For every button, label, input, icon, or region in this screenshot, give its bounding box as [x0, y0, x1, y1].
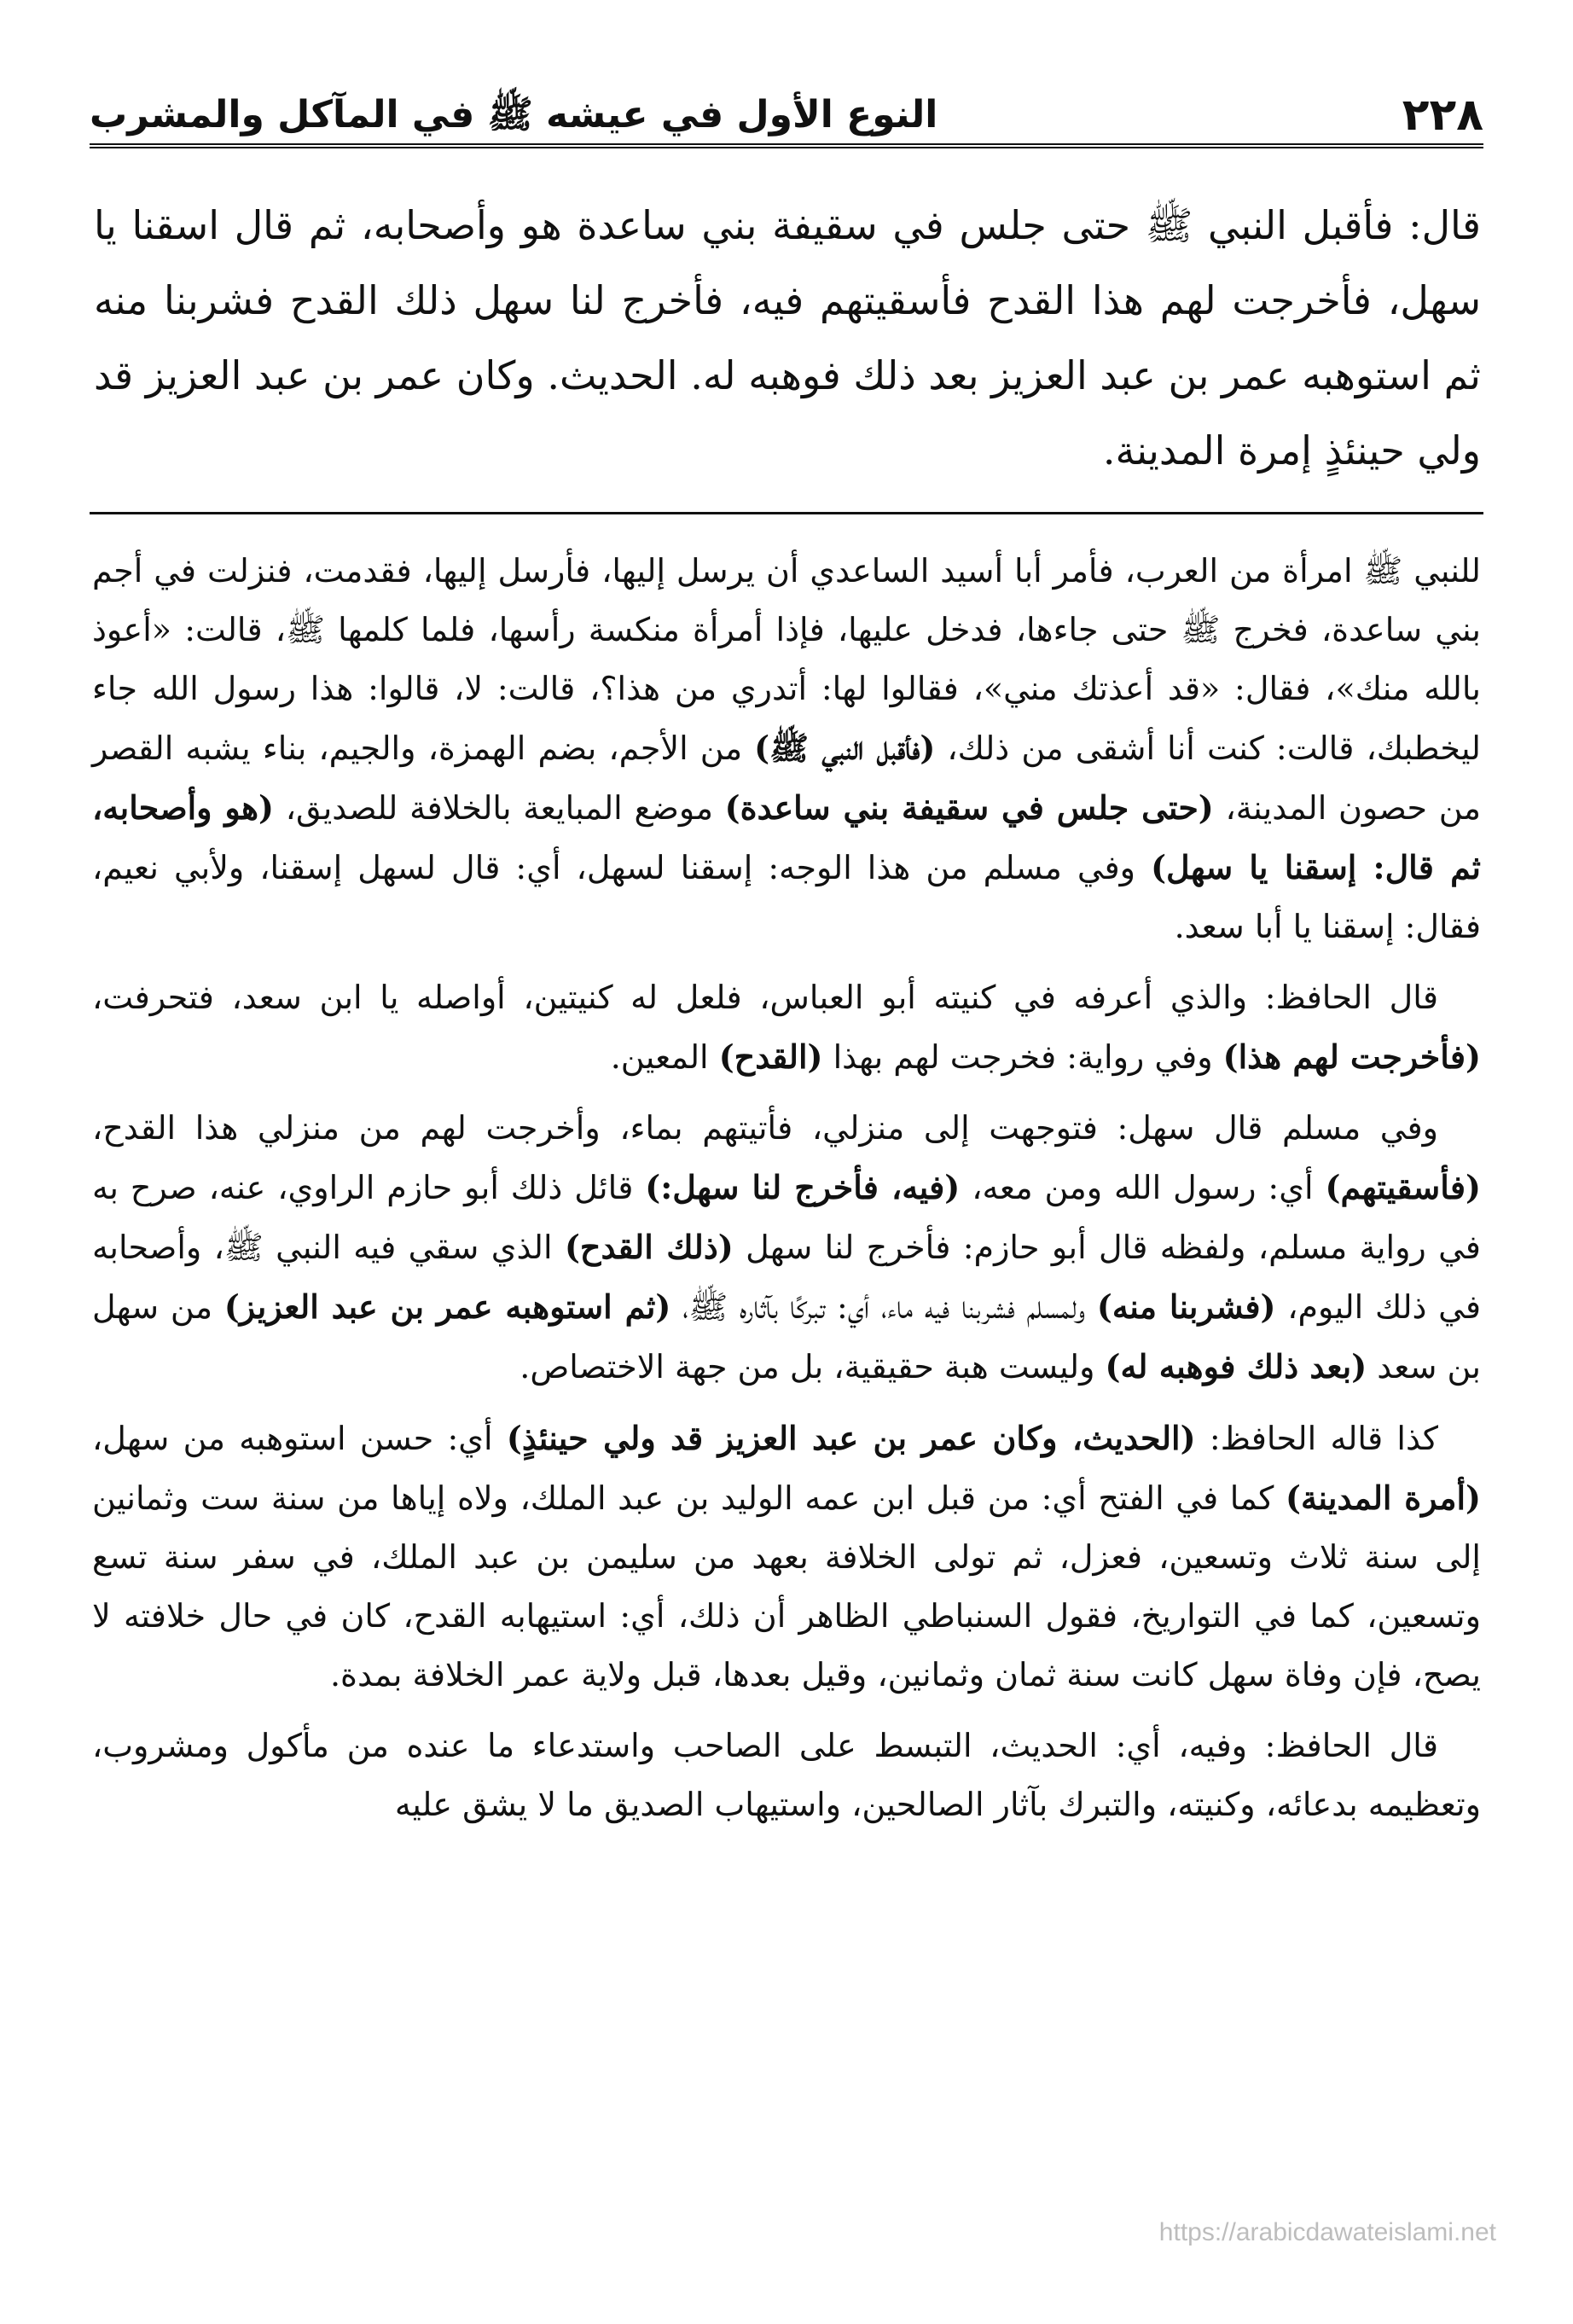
source-watermark: https://arabicdawateislami.net — [1158, 2218, 1496, 2246]
commentary-divider — [90, 512, 1483, 514]
commentary-text: وفي مسلم قال سهل: فتوجهت إلى منزلي، فأتيتهم بماء، وأخرجت لهم من منزلي هذا القدح، — [92, 1109, 1438, 1147]
page-number: ٢٢٨ — [1402, 90, 1483, 141]
quoted-matn: (القدح) — [718, 1037, 823, 1076]
commentary-text: من سهل بن سعد — [92, 1288, 1481, 1386]
header-rule — [90, 143, 1483, 148]
commentary-text: للنبي ﷺ امرأة من العرب، فأمر أبا أسيد الساعدي أن يرسل إليها، فأرسل إليها، فقدمت، فنزلت في أجم بني ساعدة، فخرج ﷺ حتى جاءها، فدخل عليها، فإذا أمرأة منكسة رأسها، فلما كلمها ﷺ، قالت: «أعوذ بالله منك»، فقال: «قد أعذتك مني»، فقالوا لها: أتدري من هذا؟، قالت: لا، قالوا: هذا رسول الله جاء ليخطبك، قالت: كنت أنا أشقى من ذلك، — [92, 552, 1481, 767]
chapter-title: النوع الأول في عيشه ﷺ في المآكل والمشرب — [90, 93, 938, 137]
commentary-paragraph-3 — [92, 1099, 1481, 1397]
commentary-text: وليست هبة حقيقية، بل من جهة الاختصاص. — [519, 1348, 1106, 1386]
commentary-text: وفي رواية: فخرجت لهم بهذا — [833, 1038, 1223, 1076]
quoted-matn: (ثم استوهبه عمر بن عبد العزيز) — [223, 1287, 671, 1326]
quoted-matn: (الحديث، وكان عمر بن عبد العزيز قد ولي حينئذٍ) — [506, 1419, 1196, 1457]
commentary-text: وفي مسلم من هذا الوجه: إسقنا لسهل، أي: قال لسهل إسقنا، ولأبي نعيم، فقال: إسقنا يا أبا سعد. — [92, 849, 1481, 945]
commentary-paragraph-4 — [92, 1409, 1481, 1705]
commentary-text: الذي سقي فيه النبي ﷺ، وأصحابه في ذلك اليوم، — [92, 1229, 1481, 1326]
quoted-matn: (فأخرجت لهم هذا) — [1222, 1037, 1481, 1076]
quoted-matn: (هو وأصحابه، ثم قال: إسقنا يا سهل) — [92, 788, 1481, 886]
quoted-matn: (أمرة المدينة) — [1286, 1479, 1482, 1517]
commentary-text: كما في الفتح أي: من قبل ابن عمه الوليد بن عبد الملك، ولاه إياها من سنة ست وثمانين إلى سنة ثلاث وتسعين، فعزل، ثم تولى الخلافة بعهد من سليمن بن عبد الملك، في سفر سنة تسع وتسعين، كما في التواريخ، فقول السنباطي الظاهر أن ذلك، أي: استيهابه القدح، كان في حال خلافته لا يصح، فإن وفاة سهل كانت سنة ثمان وثمانين، وقيل بعدها، قبل ولاية عمر الخلافة بمدة. — [92, 1479, 1481, 1694]
commentary-text: قائل ذلك أبو حازم الراوي، عنه، صرح به في رواية مسلم، ولفظه قال أبو حازم: فأخرج لنا سهل — [92, 1169, 1481, 1266]
quoted-matn: (فأقبل النبي ﷺ) — [754, 729, 936, 767]
quoted-matn: (فأسقيتهم) — [1325, 1168, 1481, 1206]
commentary-text: كذا قاله الحافظ: — [1209, 1420, 1439, 1457]
commentary-paragraph-5 — [92, 1717, 1481, 1834]
commentary-text: من الأجم، بضم الهمزة، والجيم، بناء يشبه القصر من حصون المدينة، — [92, 729, 1481, 827]
commentary-paragraph-1 — [92, 542, 1481, 956]
commentary-text: قال الحافظ: وفيه، أي: الحديث، التبسط على الصاحب واستدعاء ما عنده من مأكول ومشروب، وتعظيمه بدعائه، وكنيته، والتبرك بآثار الصالحين، واستيهاب الصديق ما لا يشق عليه — [92, 1727, 1481, 1823]
commentary-text: موضع المبايعة بالخلافة للصديق، — [285, 789, 725, 827]
commentary — [92, 542, 1481, 1846]
quoted-matn: (ذلك القدح) — [564, 1228, 734, 1266]
quoted-matn: (حتى جلس في سقيفة بني ساعدة) — [724, 788, 1214, 827]
commentary-text: أي: رسول الله ومن معه، — [972, 1169, 1326, 1206]
main-text — [94, 188, 1481, 488]
running-header — [90, 81, 1483, 141]
main-text-paragraph: قال: فأقبل النبي ﷺ حتى جلس في سقيفة بني ساعدة هو وأصحابه، ثم قال اسقنا يا سهل، فأخرجت لهم هذا القدح فأسقيتهم فيه، فأخرج لنا سهل ذلك القدح فشربنا منه ثم استوهبه عمر بن عبد العزيز بعد ذلك فوهبه له. الحديث. وكان عمر بن عبد العزيز قد ولي حينئذٍ إمرة المدينة. — [94, 202, 1481, 474]
commentary-text: ولمسلم فشربنا فيه ماء، أي: تبركًا بآثاره ﷺ، — [682, 1288, 1097, 1326]
commentary-text: المعين. — [610, 1038, 719, 1076]
quoted-matn: (فشربنا منه) — [1096, 1287, 1276, 1326]
commentary-text: قال الحافظ: والذي أعرفه في كنيته أبو العباس، فلعل له كنيتين، أواصله يا ابن سعد، فتحرفت، — [92, 979, 1438, 1016]
commentary-text: أي: حسن استوهبه من سهل، — [92, 1420, 507, 1457]
quoted-matn: (فيه، فأخرج لنا سهل:) — [645, 1168, 961, 1206]
quoted-matn: (بعد ذلك فوهبه له) — [1105, 1347, 1367, 1386]
commentary-paragraph-2 — [92, 968, 1481, 1087]
